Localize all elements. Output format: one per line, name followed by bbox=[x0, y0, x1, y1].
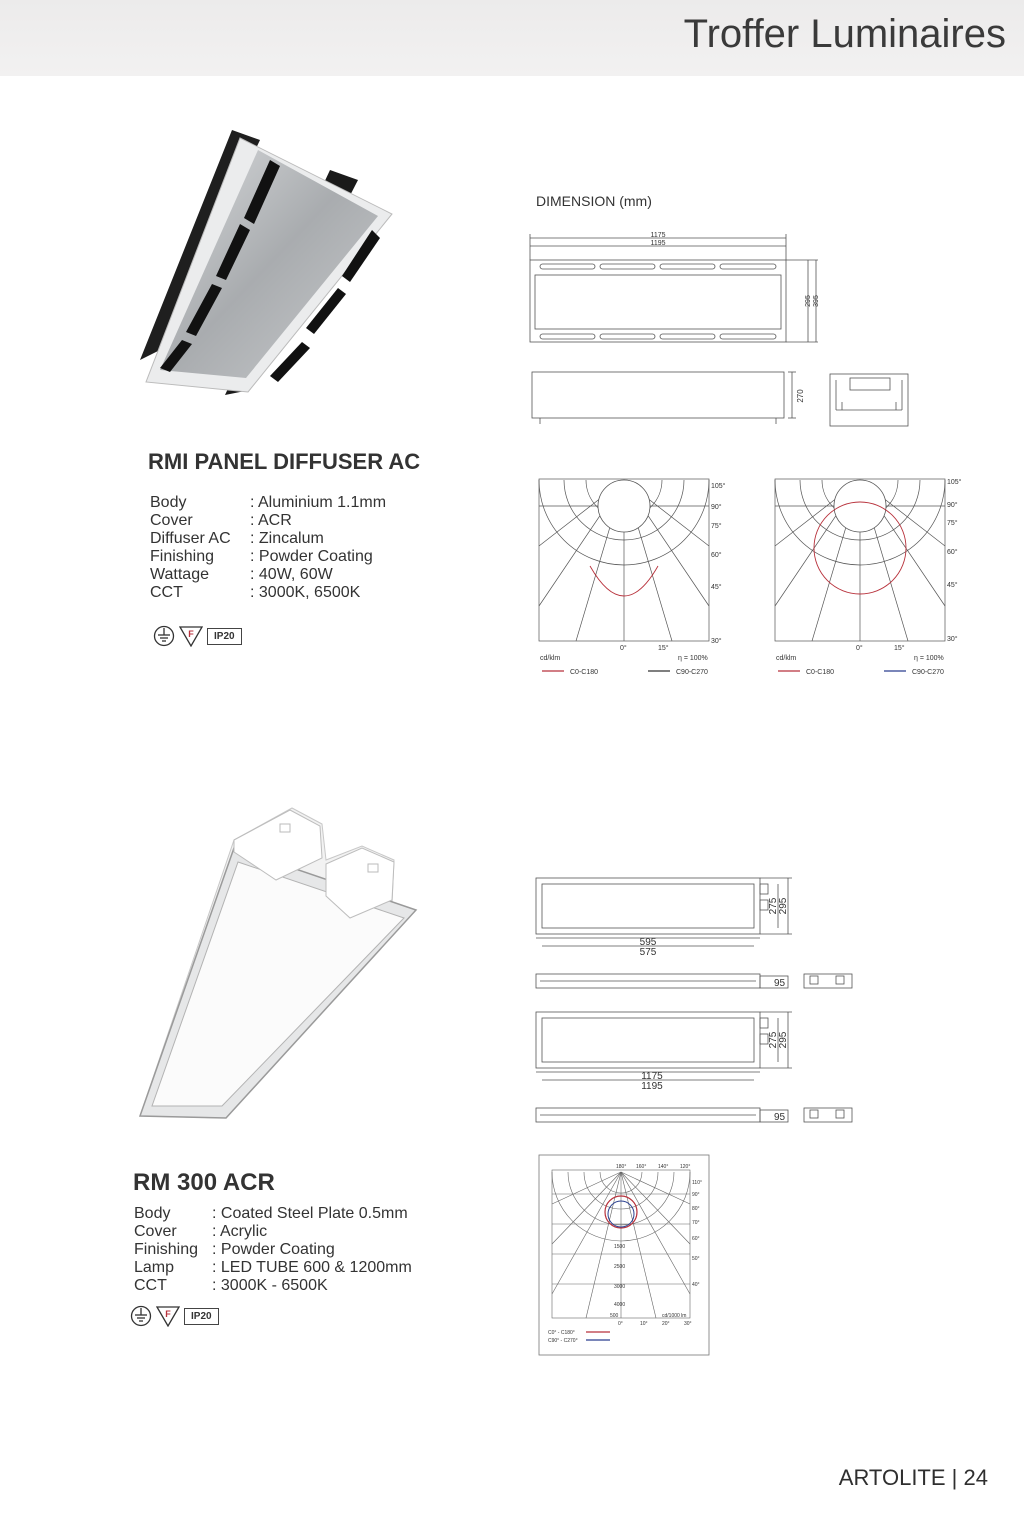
angle-label: 70° bbox=[692, 1220, 700, 1226]
product1-end-view bbox=[828, 372, 912, 428]
product2-dimension-drawing bbox=[530, 872, 870, 1132]
spec-value: : 3000K - 6500K bbox=[212, 1277, 328, 1294]
angle-label: 45° bbox=[947, 582, 958, 589]
spec-row bbox=[134, 1259, 412, 1277]
spec-value: : 40W, 60W bbox=[250, 566, 333, 583]
footer-separator: | bbox=[951, 1465, 958, 1490]
angle-label: 105° bbox=[711, 483, 726, 490]
dim-inner-width: 295 bbox=[805, 295, 812, 307]
radial-label: 2500 bbox=[614, 1264, 626, 1270]
page-title: Troffer Luminaires bbox=[683, 12, 1006, 56]
angle-label: 50° bbox=[692, 1256, 700, 1262]
angle-label: 15° bbox=[894, 645, 905, 652]
spec-row bbox=[150, 512, 386, 530]
dim-outer-length: 1195 bbox=[641, 1081, 663, 1092]
spec-label: Cover bbox=[150, 512, 193, 529]
dim-outer-width: 295 bbox=[778, 1031, 789, 1049]
spec-label: Wattage bbox=[150, 566, 209, 583]
angle-label: 45° bbox=[711, 584, 722, 591]
angle-label: 30° bbox=[947, 636, 958, 643]
f-mark-icon bbox=[179, 625, 203, 647]
product1-name: RMI PANEL DIFFUSER AC bbox=[148, 449, 421, 474]
product2-certifications bbox=[130, 1305, 219, 1327]
product1-spec-table bbox=[150, 494, 386, 602]
angle-label: 0° bbox=[856, 645, 863, 652]
unit-label: cd/1000 lm bbox=[662, 1313, 687, 1319]
dim-outer-length: 595 bbox=[639, 937, 657, 948]
ip-rating-badge: IP20 bbox=[207, 628, 242, 645]
angle-label: 80° bbox=[692, 1206, 700, 1212]
radial-label: 1500 bbox=[614, 1244, 626, 1250]
dim-inner-length: 1175 bbox=[641, 1071, 663, 1082]
earth-symbol-icon bbox=[153, 625, 175, 647]
product2-name: RM 300 ACR bbox=[133, 1169, 275, 1196]
spec-row bbox=[150, 584, 386, 602]
spec-label: Finishing bbox=[134, 1241, 199, 1258]
f-mark-icon bbox=[156, 1305, 180, 1327]
dim-outer-width: 395 bbox=[813, 295, 820, 307]
spec-row bbox=[134, 1223, 412, 1241]
spec-label: CCT bbox=[134, 1277, 167, 1294]
dim-inner-length: 575 bbox=[639, 947, 657, 958]
product1-certifications bbox=[153, 625, 242, 647]
angle-label: 10° bbox=[640, 1321, 648, 1327]
brand-name: ARTOLITE bbox=[838, 1465, 946, 1490]
dim-height: 95 bbox=[774, 1112, 786, 1123]
radial-label: 500 bbox=[610, 1313, 619, 1319]
svg-text:F: F bbox=[188, 629, 194, 639]
legend-label: C0-C180 bbox=[806, 669, 835, 676]
dimension-title: DIMENSION (mm) bbox=[536, 193, 652, 209]
angle-label: 75° bbox=[947, 520, 958, 527]
spec-value: : Zincalum bbox=[250, 530, 324, 547]
product2-photo bbox=[130, 800, 430, 1130]
polar-diagram-left bbox=[536, 476, 736, 682]
angle-label: 120° bbox=[680, 1164, 691, 1170]
angle-label: 0° bbox=[620, 645, 627, 652]
spec-row bbox=[150, 566, 386, 584]
angle-label: 60° bbox=[947, 549, 958, 556]
spec-value: : Powder Coating bbox=[250, 548, 373, 565]
dim-inner-width: 275 bbox=[768, 897, 779, 915]
svg-text:F: F bbox=[165, 1309, 171, 1319]
page-footer bbox=[839, 1465, 988, 1491]
spec-value: : LED TUBE 600 & 1200mm bbox=[212, 1259, 412, 1276]
spec-value: : Powder Coating bbox=[212, 1241, 335, 1258]
angle-label: 60° bbox=[711, 552, 722, 559]
spec-row bbox=[150, 530, 386, 548]
spec-label: Diffuser AC bbox=[150, 530, 231, 547]
angle-label: 40° bbox=[692, 1282, 700, 1288]
angle-label: 60° bbox=[692, 1236, 700, 1242]
angle-label: 160° bbox=[636, 1164, 647, 1170]
angle-label: 90° bbox=[947, 502, 958, 509]
angle-label: 180° bbox=[616, 1164, 627, 1170]
product2-spec-table bbox=[134, 1205, 412, 1295]
efficiency-label: η = 100% bbox=[914, 655, 944, 662]
dim-height: 95 bbox=[774, 978, 786, 989]
angle-label: 105° bbox=[947, 479, 962, 486]
dim-outer-width: 295 bbox=[778, 897, 789, 915]
dim-inner-width: 275 bbox=[768, 1031, 779, 1049]
angle-label: 110° bbox=[692, 1180, 702, 1186]
dim-inner-length: 1175 bbox=[650, 232, 666, 239]
unit-label: cd/klm bbox=[540, 655, 561, 662]
spec-value: : 3000K, 6500K bbox=[250, 584, 361, 601]
spec-row bbox=[134, 1205, 412, 1223]
legend-label: C90° - C270° bbox=[548, 1338, 578, 1344]
radial-label: 3000 bbox=[614, 1284, 626, 1290]
angle-label: 140° bbox=[658, 1164, 669, 1170]
angle-label: 75° bbox=[711, 523, 722, 530]
spec-label: Finishing bbox=[150, 548, 215, 565]
legend-label: C0° - C180° bbox=[548, 1330, 575, 1336]
dim-height: 270 bbox=[796, 389, 805, 403]
spec-value: : Acrylic bbox=[212, 1223, 268, 1240]
angle-label: 30° bbox=[684, 1321, 692, 1327]
angle-label: 90° bbox=[711, 504, 722, 511]
legend-label: C90-C270 bbox=[676, 669, 708, 676]
polar-diagram-right bbox=[772, 476, 972, 682]
dim-outer-length: 1195 bbox=[650, 240, 666, 247]
spec-label: Body bbox=[150, 494, 187, 511]
spec-label: CCT bbox=[150, 584, 183, 601]
efficiency-label: η = 100% bbox=[678, 655, 708, 662]
spec-label: Lamp bbox=[134, 1259, 175, 1276]
page-number: 24 bbox=[963, 1465, 988, 1490]
unit-label: cd/klm bbox=[776, 655, 797, 662]
spec-row bbox=[134, 1241, 412, 1259]
product1-dimension-drawing bbox=[520, 228, 840, 434]
radial-label: 4000 bbox=[614, 1302, 626, 1308]
spec-row bbox=[150, 548, 386, 566]
spec-value: : ACR bbox=[250, 512, 292, 529]
polar-diagram-product2 bbox=[538, 1154, 710, 1356]
ip-rating-badge: IP20 bbox=[184, 1308, 219, 1325]
spec-label: Cover bbox=[134, 1223, 177, 1240]
spec-value: : Aluminium 1.1mm bbox=[250, 494, 387, 511]
spec-row bbox=[150, 494, 386, 512]
angle-label: 0° bbox=[618, 1321, 623, 1327]
product1-photo bbox=[130, 120, 400, 400]
legend-label: C90-C270 bbox=[912, 669, 944, 676]
legend-label: C0-C180 bbox=[570, 669, 599, 676]
angle-label: 30° bbox=[711, 638, 722, 645]
spec-row bbox=[134, 1277, 412, 1295]
angle-label: 15° bbox=[658, 645, 669, 652]
spec-value: : Coated Steel Plate 0.5mm bbox=[212, 1205, 408, 1222]
angle-label: 90° bbox=[692, 1192, 700, 1198]
spec-label: Body bbox=[134, 1205, 171, 1222]
earth-symbol-icon bbox=[130, 1305, 152, 1327]
angle-label: 20° bbox=[662, 1321, 670, 1327]
